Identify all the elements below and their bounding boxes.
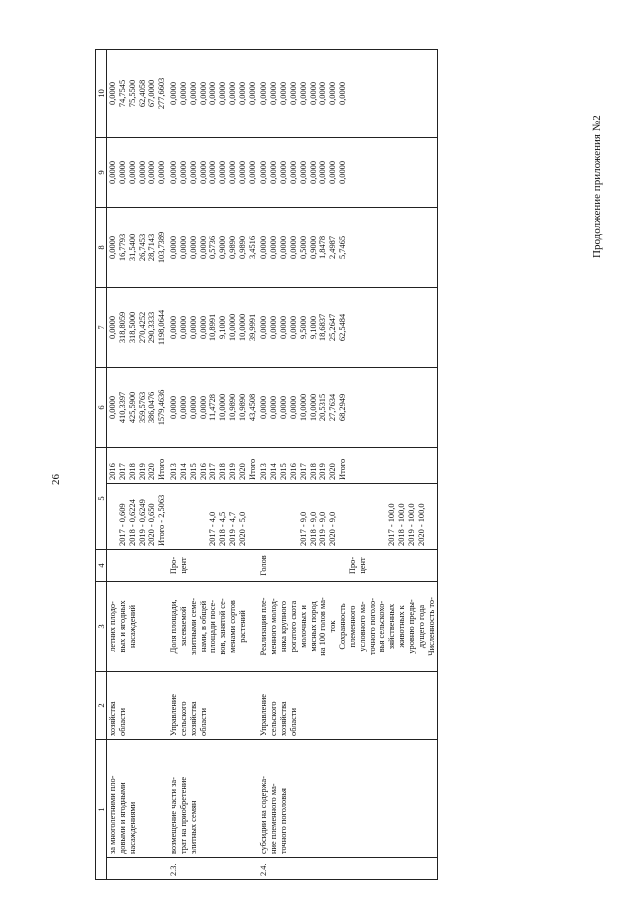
row-number [107, 858, 168, 880]
program-table-rotated [95, 50, 565, 880]
header-col-7: 7 [96, 287, 107, 367]
table-row [168, 49, 258, 879]
target-values: 2017 - 0,609 2018 - 0,6224 2019 - 0,6249 2020 - 0,650 Итого - 2,5063 [107, 483, 168, 549]
header-col-3: 3 [96, 581, 107, 671]
funding-federal: 0,0000 0,0000 0,0000 0,0000 9,5000 9,1000 18,6837 25,2647 62,5484 [258, 287, 437, 367]
header-col-5: 5 [96, 447, 107, 549]
funding-total: 0,0000 410,3397 425,5900 359,5763 386,0476 1579,4636 [107, 367, 168, 447]
years: 2013 2014 2015 2016 2017 2018 2019 2020 Итого [168, 447, 258, 483]
measure-name: субсидии на содержа- ние племенного ма- точного поголовья [258, 739, 437, 857]
row-number: 2.3. [168, 858, 258, 880]
header-col-10: 10 [96, 49, 107, 137]
target-values: 2017 - 9,0 2018 - 9,0 2019 - 9,0 2020 - 9,0 2017 - 100,0 2018 - 100,0 2019 - 100,0 2020 - 100,0 [258, 483, 437, 549]
funding-regional: 0,0000 16,7793 31,5400 26,7453 28,7143 103,7389 [107, 207, 168, 287]
funding-federal: 0,0000 0,0000 0,0000 0,0000 10,8991 9,1000 10,0000 10,0000 39,9991 [168, 287, 258, 367]
indicator: летних плодо- вых и ягодных насаждений [107, 581, 168, 671]
funding-local: 0,0000 0,0000 0,0000 0,0000 0,0000 0,0000 [107, 137, 168, 207]
years: 2016 2017 2018 2019 2020 Итого [107, 447, 168, 483]
table-row [107, 49, 168, 879]
executor: Управление сельского хозяйства области [258, 671, 437, 739]
funding-local: 0,0000 0,0000 0,0000 0,0000 0,0000 0,0000 0,0000 0,0000 0,0000 [168, 137, 258, 207]
funding-other: 0,0000 0,0000 0,0000 0,0000 0,0000 0,0000 0,0000 0,0000 0,0000 [258, 49, 437, 137]
executor: Управление сельского хозяйства области [168, 671, 258, 739]
unit: Голов Про- цент [258, 549, 437, 581]
measure-name: возмещение части за- трат на приобретение элитных семян [168, 739, 258, 857]
funding-regional: 0,0000 0,0000 0,0000 0,0000 0,5000 0,9000 1,8478 2,4987 5,7465 [258, 207, 437, 287]
funding-total: 0,0000 0,0000 0,0000 0,0000 10,0000 10,0000 20,5315 27,7634 68,2949 [258, 367, 437, 447]
program-table [95, 49, 438, 880]
header-col-4: 4 [96, 549, 107, 581]
funding-other: 0,0000 74,7545 75,5500 62,4058 67,0000 277,6603 [107, 49, 168, 137]
row-number: 2.4. [258, 858, 437, 880]
executor: хозяйства области [107, 671, 168, 739]
target-values: 2017 - 4,0 2018 - 4,5 2019 - 4,7 2020 - 5,0 [168, 483, 258, 549]
unit: Про- цент [168, 549, 258, 581]
unit [107, 549, 168, 581]
page-number: 26 [50, 474, 62, 485]
years: 2013 2014 2015 2016 2017 2018 2019 2020 Итого [258, 447, 437, 483]
measure-name: за многолетними пло- довыми и ягодными насаждениями [107, 739, 168, 857]
table-header-row [96, 49, 107, 879]
appendix-title: Продолжение приложения №2 [591, 115, 603, 258]
funding-total: 0,0000 0,0000 0,0000 0,0000 11,4728 10,0000 10,9890 10,9890 43,4508 [168, 367, 258, 447]
funding-regional: 0,0000 0,0000 0,0000 0,0000 0,5736 0,9000 0,9890 0,9890 3,4516 [168, 207, 258, 287]
header-col-2: 2 [96, 671, 107, 739]
table-row [258, 49, 437, 879]
indicator: Реализация пле- менного молод- няка крупного рогатого скота молочных и мясных пород на 100 голов ма- ток Сохранность племенного условного ма- точного поголо- вья сельскохо- зяйственных животных к уровню преды- дущего года Численность то- [258, 581, 437, 671]
header-col-6: 6 [96, 367, 107, 447]
indicator: Доля площади, засеваемой элитными семе- нами, в общей площади посе- вов, занятой се- менами сортов растений [168, 581, 258, 671]
header-col-1: 1 [96, 739, 107, 879]
header-col-8: 8 [96, 207, 107, 287]
funding-federal: 0,0000 318,8059 318,5000 270,4252 290,3333 1198,0644 [107, 287, 168, 367]
funding-local: 0,0000 0,0000 0,0000 0,0000 0,0000 0,0000 0,0000 0,0000 0,0000 [258, 137, 437, 207]
header-col-9: 9 [96, 137, 107, 207]
funding-other: 0,0000 0,0000 0,0000 0,0000 0,0000 0,0000 0,0000 0,0000 0,0000 [168, 49, 258, 137]
